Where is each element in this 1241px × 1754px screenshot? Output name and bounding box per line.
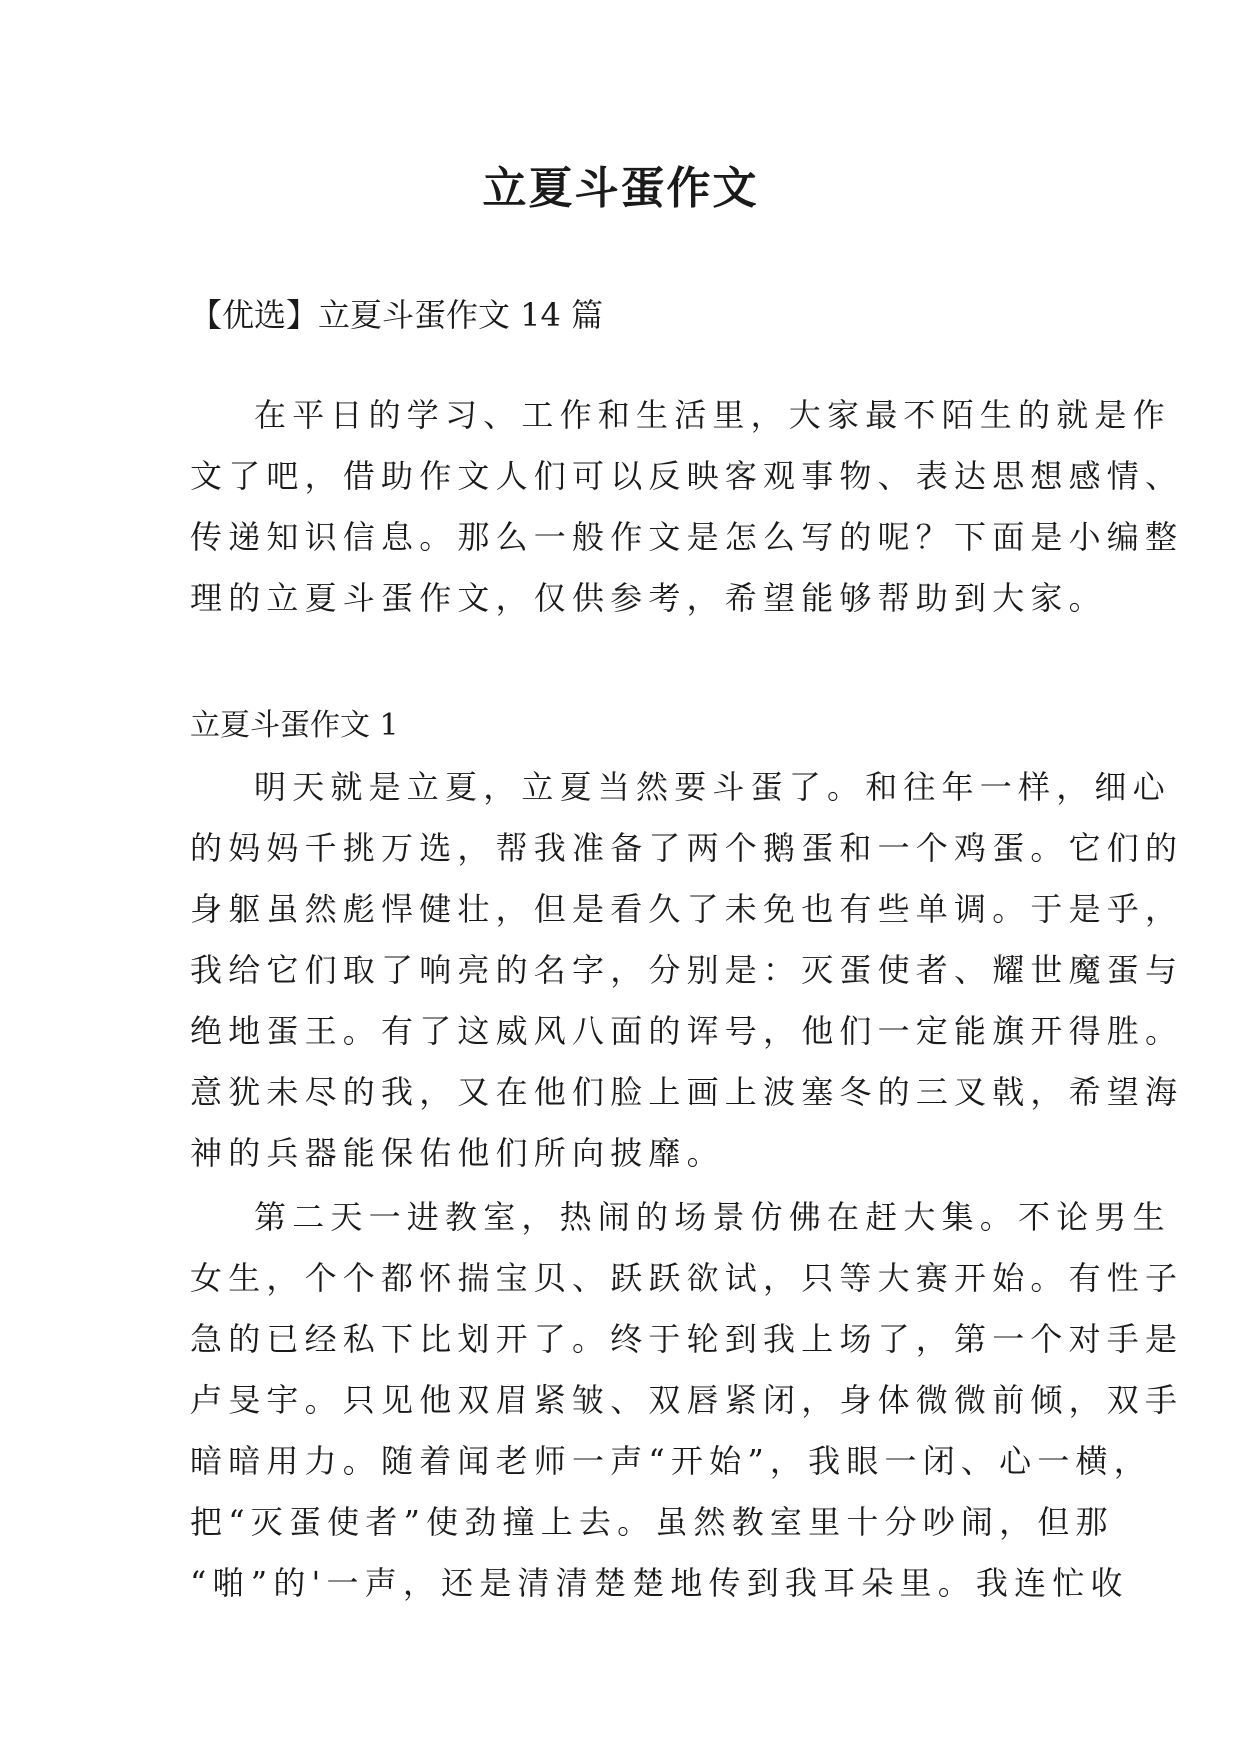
paragraph-line: 绝地蛋王。有了这威风八面的诨号，他们一定能旗开得胜。 [190, 1012, 1184, 1050]
intro-line: 文了吧，借助作文人们可以反映客观事物、表达思想感情、 [190, 457, 1184, 495]
paragraph-line: 神的兵器能保佑他们所向披靡。 [190, 1134, 725, 1172]
paragraph-line: 暗暗用力。随着闻老师一声“开始”，我眼一闭、心一横， [190, 1442, 1152, 1480]
paragraph-line: 身躯虽然彪悍健壮，但是看久了未免也有些单调。于是乎， [190, 890, 1184, 928]
intro-line: 在平日的学习、工作和生活里，大家最不陌生的就是作 [254, 396, 1171, 434]
document-title: 立夏斗蛋作文 [482, 163, 759, 214]
paragraph-line: 我给它们取了响亮的名字，分别是：灭蛋使者、耀世魔蛋与 [190, 951, 1184, 989]
intro-line: 理的立夏斗蛋作文，仅供参考，希望能够帮助到大家。 [190, 579, 1107, 617]
section-heading: 立夏斗蛋作文 1 [190, 708, 399, 743]
paragraph-line: 女生，个个都怀揣宝贝、跃跃欲试，只等大赛开始。有性子 [190, 1259, 1184, 1297]
intro-line: 传递知识信息。那么一般作文是怎么写的呢？下面是小编整 [190, 518, 1184, 556]
paragraph-line: 把“灭蛋使者”使劲撞上去。虽然教室里十分吵闹，但那 [190, 1503, 1114, 1541]
paragraph-line: 意犹未尽的我，又在他们脸上画上波塞冬的三叉戟，希望海 [190, 1073, 1184, 1111]
essay-paragraph-2 [190, 1187, 1184, 1614]
paragraph-line: 的妈妈千挑万选，帮我准备了两个鹅蛋和一个鸡蛋。它们的 [190, 829, 1184, 867]
paragraph-line: 卢旻宇。只见他双眉紧皱、双唇紧闭，身体微微前倾，双手 [190, 1381, 1184, 1419]
paragraph-line: 第二天一进教室，热闹的场景仿佛在赶大集。不论男生 [254, 1198, 1171, 1236]
paragraph-line: 急的已经私下比划开了。终于轮到我上场了，第一个对手是 [190, 1320, 1184, 1358]
document-subtitle: 【优选】立夏斗蛋作文 14 篇 [190, 296, 604, 334]
essay-paragraph-1 [190, 757, 1184, 1184]
paragraph-line: 明天就是立夏，立夏当然要斗蛋了。和往年一样，细心 [254, 768, 1171, 806]
intro-paragraph [190, 385, 1184, 629]
paragraph-line: “啪”的'一声，还是清清楚楚地传到我耳朵里。我连忙收 [190, 1564, 1129, 1602]
